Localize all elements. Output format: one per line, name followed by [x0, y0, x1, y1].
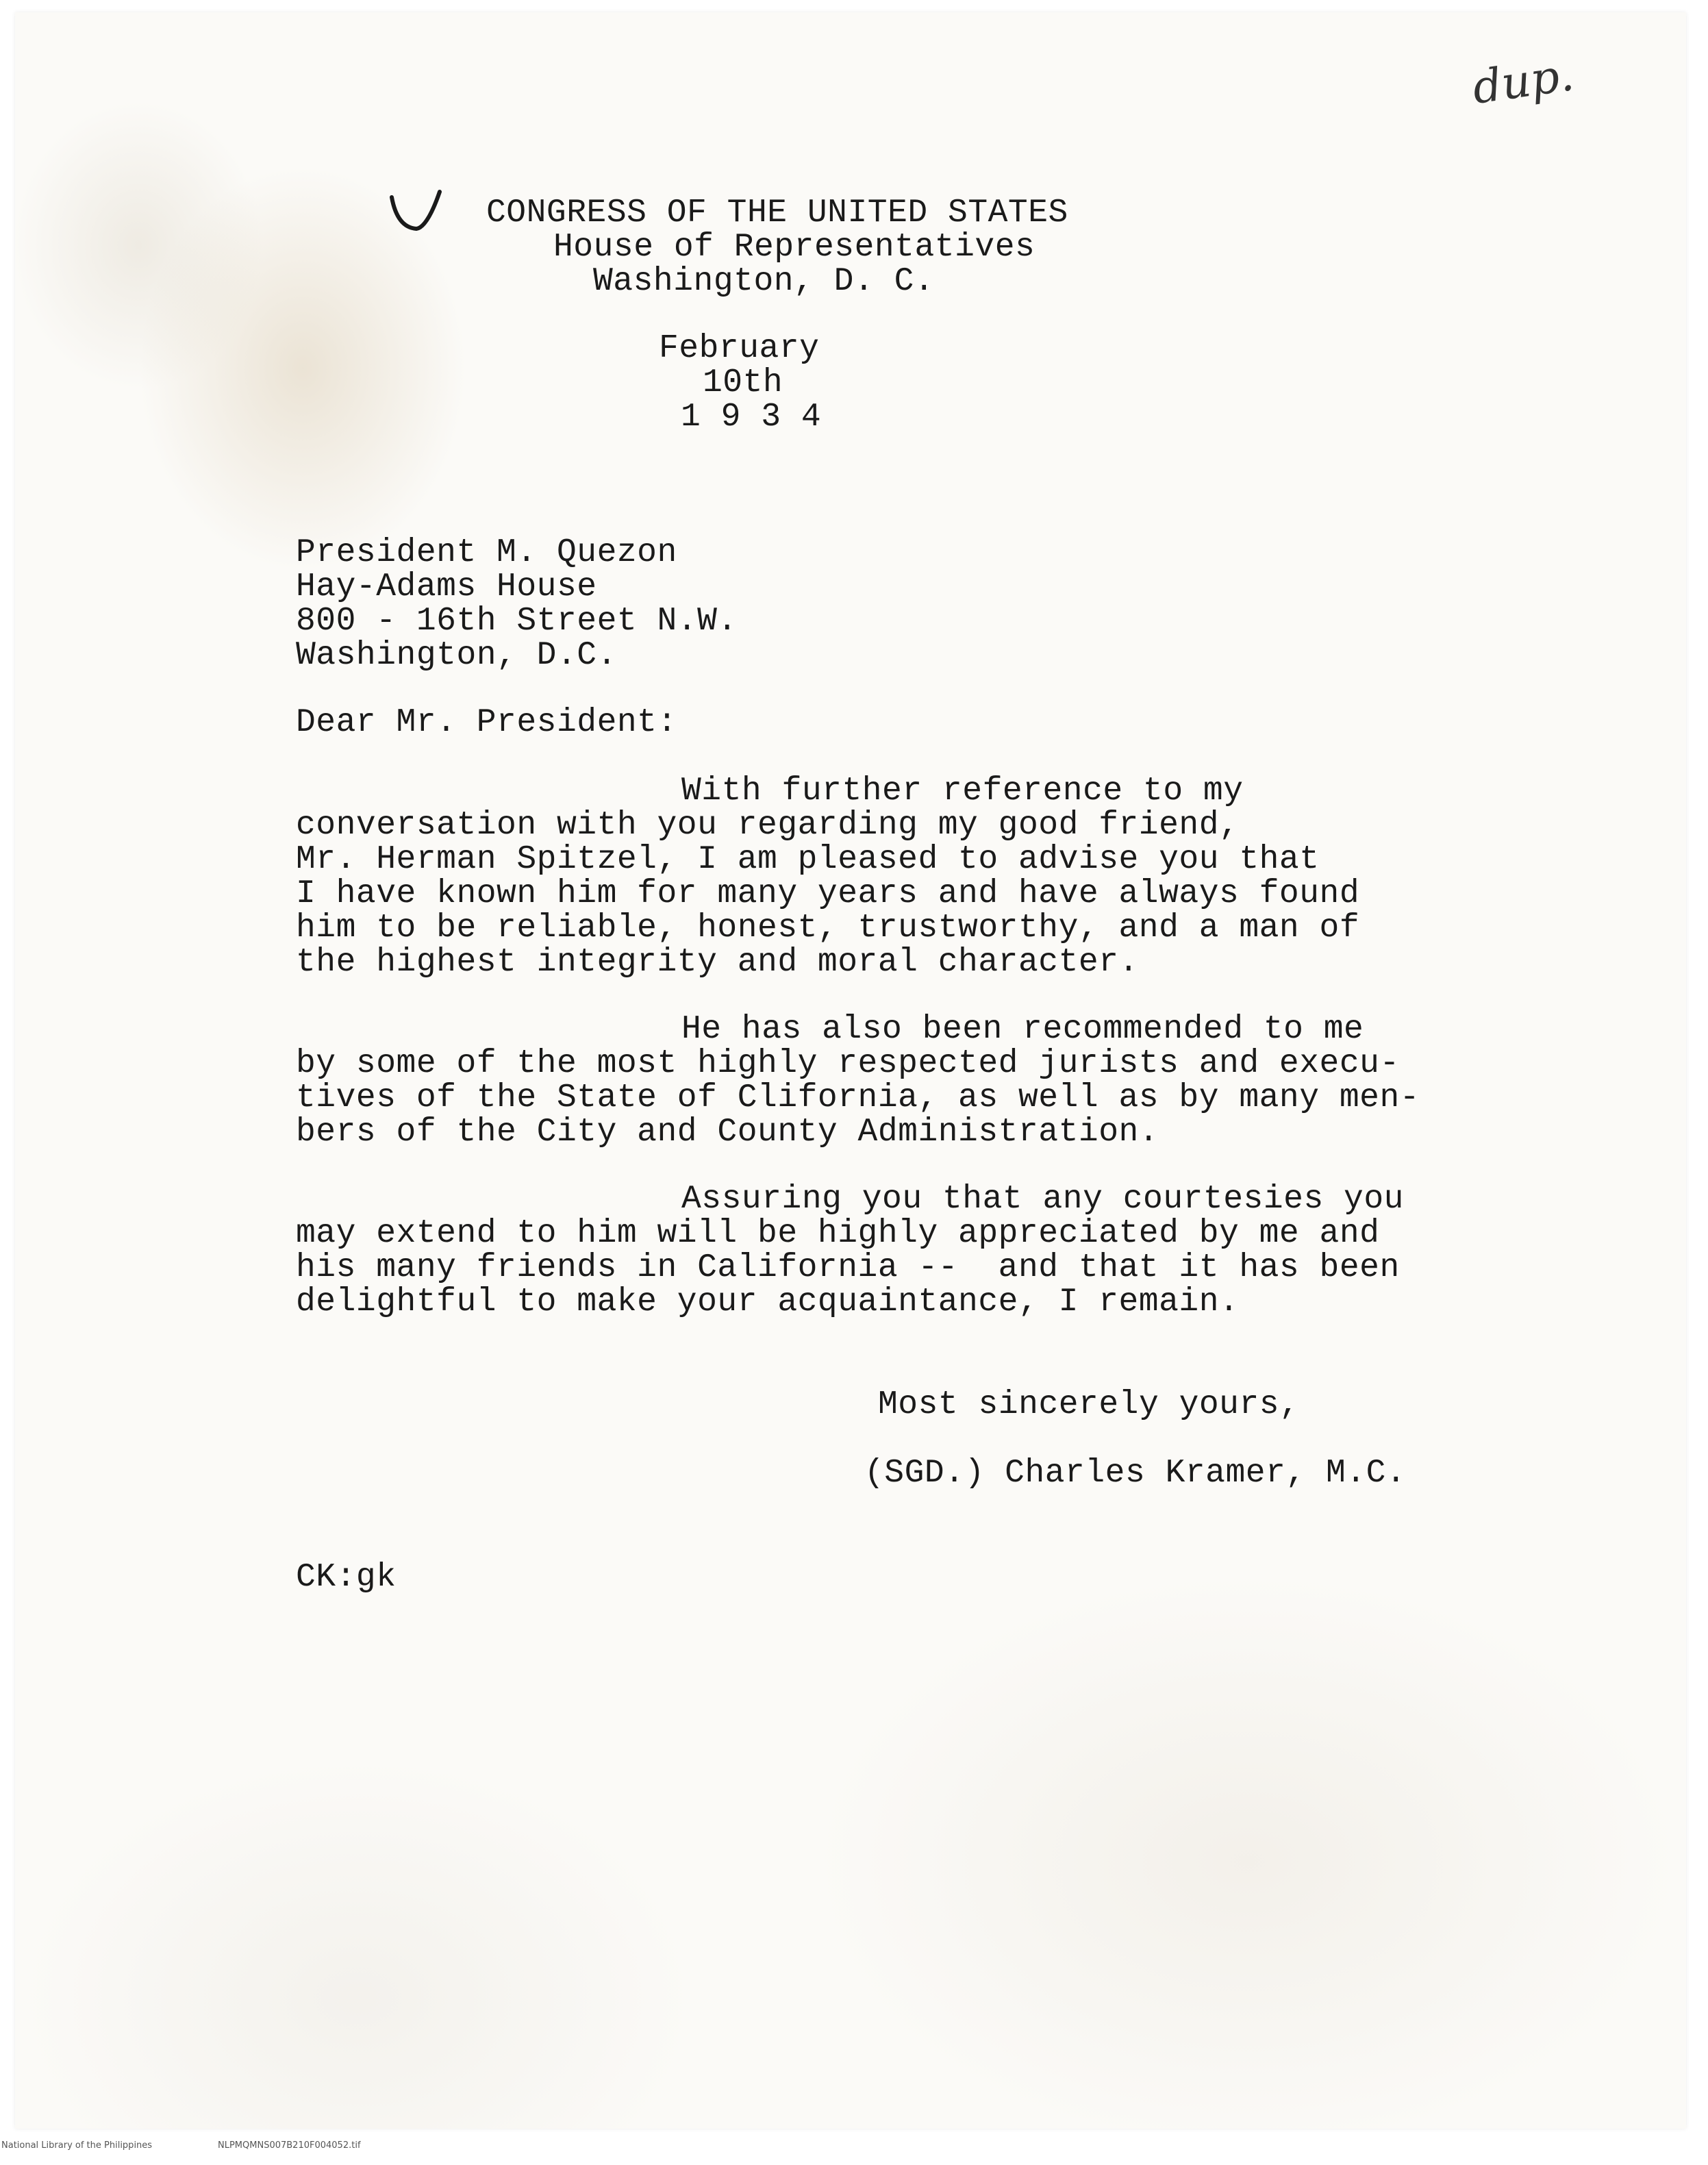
letterhead-line-1: CONGRESS OF THE UNITED STATES — [486, 195, 1068, 231]
recipient-building: Hay-Adams House — [296, 568, 597, 605]
body-line: bers of the City and County Administration. — [296, 1114, 1159, 1151]
body-line: With further reference to my — [681, 773, 1244, 810]
typist-initials: CK:gk — [296, 1559, 397, 1596]
footer-source: National Library of the Philippines — [1, 2140, 153, 2151]
body-line: may extend to him will be highly appreciated by me and — [296, 1215, 1380, 1252]
signature: (SGD.) Charles Kramer, M.C. — [864, 1455, 1407, 1492]
salutation: Dear Mr. President: — [296, 704, 677, 741]
scan-footer — [0, 2134, 1708, 2155]
recipient-name: President M. Quezon — [296, 534, 677, 571]
handwritten-annotation: dup. — [1469, 48, 1577, 114]
check-mark-icon — [384, 185, 445, 253]
letterhead-line-3: Washington, D. C. — [593, 263, 935, 300]
body-line: by some of the most highly respected jurists and execu- — [296, 1045, 1400, 1082]
date-month: February — [659, 330, 820, 367]
body-line: conversation with you regarding my good friend, — [296, 807, 1240, 844]
body-line: Mr. Herman Spitzel, I am pleased to advise you that — [296, 841, 1320, 878]
date-day: 10th — [703, 364, 783, 401]
body-line: his many friends in California -- and that it has been — [296, 1249, 1400, 1286]
body-line: the highest integrity and moral character. — [296, 944, 1139, 981]
recipient-city: Washington, D.C. — [296, 637, 617, 674]
letterhead-line-2: House of Representatives — [553, 229, 1035, 266]
closing: Most sincerely yours, — [878, 1386, 1300, 1423]
body-line: I have known him for many years and have always found — [296, 875, 1360, 912]
body-line: delightful to make your acquaintance, I remain. — [296, 1284, 1240, 1321]
body-line: Assuring you that any courtesies you — [681, 1181, 1404, 1218]
footer-filename: NLPMQMNS007B210F004052.tif — [218, 2140, 361, 2151]
body-line: He has also been recommended to me — [681, 1011, 1364, 1048]
body-line: tives of the State of Clifornia, as well as by many men- — [296, 1079, 1420, 1116]
body-line: him to be reliable, honest, trustworthy, and a man of — [296, 910, 1360, 947]
recipient-street: 800 - 16th Street N.W. — [296, 603, 738, 640]
date-year: 1 9 3 4 — [681, 399, 822, 436]
